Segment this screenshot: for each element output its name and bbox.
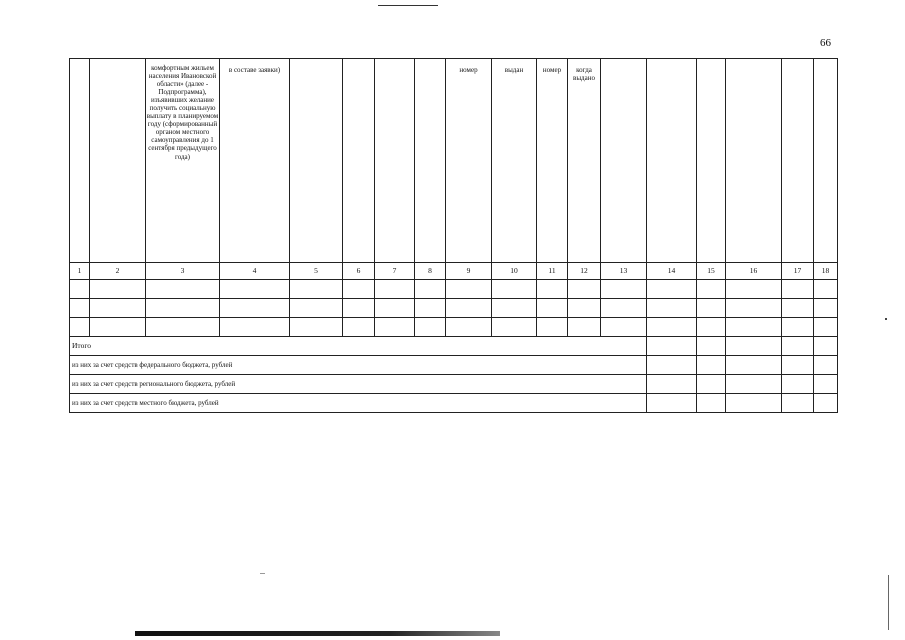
- empty-cell: [90, 299, 146, 318]
- empty-cell: [568, 318, 601, 337]
- table-row: [70, 280, 838, 299]
- empty-cell: [601, 299, 647, 318]
- empty-cell: [726, 280, 782, 299]
- column-number: 4: [220, 263, 290, 280]
- empty-cell: [492, 318, 537, 337]
- application-table: [69, 58, 838, 413]
- column-number: 12: [568, 263, 601, 280]
- empty-cell: [814, 318, 838, 337]
- empty-cell: [814, 337, 838, 356]
- empty-cell: [492, 280, 537, 299]
- empty-cell: [70, 280, 90, 299]
- empty-cell: [697, 394, 726, 413]
- empty-cell: [814, 375, 838, 394]
- local-budget-row: [70, 394, 838, 413]
- federal-budget-row: [70, 356, 838, 375]
- empty-cell: [343, 318, 375, 337]
- header-cell-7: [375, 59, 415, 263]
- header-cell-8: [415, 59, 446, 263]
- column-number: 7: [375, 263, 415, 280]
- empty-cell: [726, 337, 782, 356]
- column-number: 6: [343, 263, 375, 280]
- empty-cell: [415, 280, 446, 299]
- scan-smudge: [260, 573, 265, 574]
- empty-cell: [446, 280, 492, 299]
- empty-cell: [537, 299, 568, 318]
- empty-cell: [814, 299, 838, 318]
- header-cell-13: [601, 59, 647, 263]
- empty-cell: [647, 375, 697, 394]
- empty-cell: [375, 280, 415, 299]
- empty-cell: [70, 299, 90, 318]
- column-number: 2: [90, 263, 146, 280]
- empty-cell: [782, 280, 814, 299]
- header-cell-5: [290, 59, 343, 263]
- header-cell-12: когда выдано: [568, 59, 601, 263]
- empty-cell: [220, 318, 290, 337]
- header-cell-2: [90, 59, 146, 263]
- empty-cell: [415, 299, 446, 318]
- empty-cell: [697, 337, 726, 356]
- empty-cell: [647, 318, 697, 337]
- empty-cell: [647, 280, 697, 299]
- header-cell-18: [814, 59, 838, 263]
- column-number: 18: [814, 263, 838, 280]
- column-number: 8: [415, 263, 446, 280]
- column-number: 15: [697, 263, 726, 280]
- empty-cell: [726, 318, 782, 337]
- empty-cell: [697, 280, 726, 299]
- column-number: 10: [492, 263, 537, 280]
- empty-cell: [647, 337, 697, 356]
- empty-cell: [814, 280, 838, 299]
- table-row: [70, 299, 838, 318]
- empty-cell: [601, 280, 647, 299]
- empty-cell: [782, 394, 814, 413]
- empty-cell: [220, 299, 290, 318]
- empty-cell: [290, 318, 343, 337]
- scan-dot: [885, 318, 887, 320]
- empty-cell: [782, 299, 814, 318]
- empty-cell: [146, 280, 220, 299]
- empty-cell: [697, 299, 726, 318]
- column-number: 16: [726, 263, 782, 280]
- empty-cell: [782, 337, 814, 356]
- empty-cell: [697, 375, 726, 394]
- empty-cell: [647, 356, 697, 375]
- empty-cell: [726, 394, 782, 413]
- empty-cell: [601, 318, 647, 337]
- empty-cell: [343, 280, 375, 299]
- empty-cell: [446, 299, 492, 318]
- empty-cell: [446, 318, 492, 337]
- header-cell-1: [70, 59, 90, 263]
- header-cell-9: номер: [446, 59, 492, 263]
- local-budget-label: из них за счет средств местного бюджета, рублей: [70, 394, 647, 413]
- header-cell-11: номер: [537, 59, 568, 263]
- empty-cell: [290, 299, 343, 318]
- header-cell-15: [697, 59, 726, 263]
- empty-cell: [90, 318, 146, 337]
- scan-edge-line: [888, 575, 889, 630]
- empty-cell: [492, 299, 537, 318]
- empty-cell: [697, 356, 726, 375]
- empty-cell: [726, 356, 782, 375]
- empty-cell: [814, 356, 838, 375]
- total-label: Итого: [70, 337, 647, 356]
- empty-cell: [568, 280, 601, 299]
- header-cell-3: комфортным жильем населения Ивановской области» (далее - Подпрограмма), изъявивших желание получить социальную выплату в планируемом году (сформированный органом местного самоуправления до 1 сентября предыдущего года): [146, 59, 220, 263]
- empty-cell: [375, 299, 415, 318]
- header-cell-14: [647, 59, 697, 263]
- empty-cell: [647, 394, 697, 413]
- empty-cell: [782, 318, 814, 337]
- column-number: 1: [70, 263, 90, 280]
- empty-cell: [146, 318, 220, 337]
- regional-budget-label: из них за счет средств регионального бюджета, рублей: [70, 375, 647, 394]
- bottom-scan-bar: [135, 631, 500, 636]
- empty-cell: [814, 394, 838, 413]
- empty-cell: [146, 299, 220, 318]
- empty-cell: [343, 299, 375, 318]
- column-number: 5: [290, 263, 343, 280]
- column-number-row: [70, 263, 838, 280]
- empty-cell: [415, 318, 446, 337]
- column-number: 9: [446, 263, 492, 280]
- empty-cell: [290, 280, 343, 299]
- top-rule: [378, 5, 438, 6]
- empty-cell: [220, 280, 290, 299]
- header-row: [70, 59, 838, 263]
- header-cell-4: в составе заявки): [220, 59, 290, 263]
- empty-cell: [647, 299, 697, 318]
- header-cell-17: [782, 59, 814, 263]
- header-cell-16: [726, 59, 782, 263]
- empty-cell: [375, 318, 415, 337]
- empty-cell: [726, 299, 782, 318]
- empty-cell: [90, 280, 146, 299]
- column-number: 17: [782, 263, 814, 280]
- empty-cell: [568, 299, 601, 318]
- header-cell-6: [343, 59, 375, 263]
- empty-cell: [537, 318, 568, 337]
- empty-cell: [70, 318, 90, 337]
- page-number: 66: [820, 37, 831, 49]
- empty-cell: [697, 318, 726, 337]
- empty-cell: [782, 356, 814, 375]
- empty-cell: [782, 375, 814, 394]
- header-cell-10: выдан: [492, 59, 537, 263]
- total-row: [70, 337, 838, 356]
- column-number: 13: [601, 263, 647, 280]
- table-row: [70, 318, 838, 337]
- column-number: 3: [146, 263, 220, 280]
- column-number: 14: [647, 263, 697, 280]
- empty-cell: [726, 375, 782, 394]
- column-number: 11: [537, 263, 568, 280]
- regional-budget-row: [70, 375, 838, 394]
- empty-cell: [537, 280, 568, 299]
- federal-budget-label: из них за счет средств федерального бюджета, рублей: [70, 356, 647, 375]
